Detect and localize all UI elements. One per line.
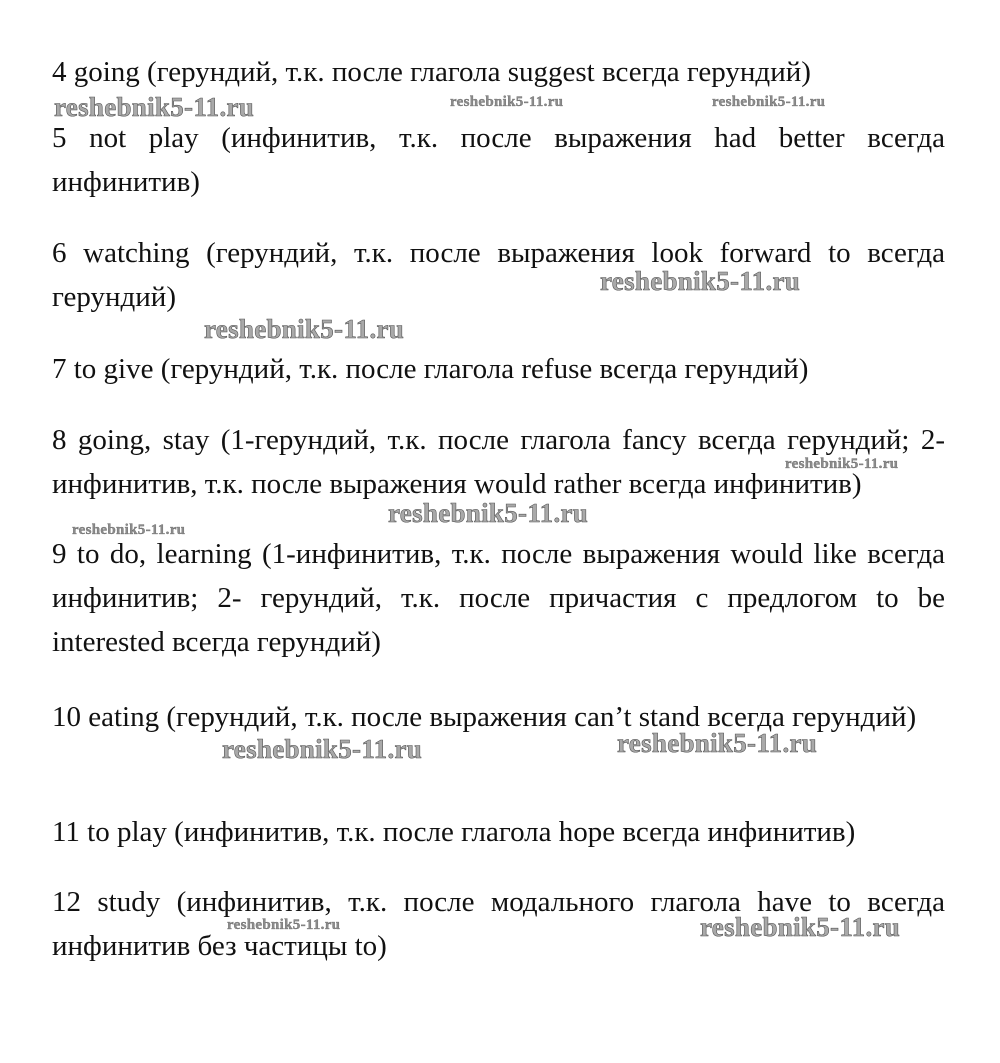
- watermark-text: reshebnik5-11.ru: [54, 92, 255, 122]
- answer-item-10: 10 eating (герундий, т.к. после выражения can’t stand всегда герундий): [52, 701, 917, 733]
- watermark-text: reshebnik5-11.ru: [700, 912, 901, 942]
- answer-item-4: 4 going (герундий, т.к. после глагола suggest всегда герундий): [52, 56, 811, 88]
- answer-item-8: 8 going, stay (1-герундий, т.к. после глагола fancy всегда герундий; 2-инфинитив, т.к. после выражения would rather всегда инфинитив): [52, 424, 945, 500]
- answer-item-6: 6 watching (герундий, т.к. после выражения look forward to всегда герундий): [52, 237, 945, 313]
- answer-item-7: 7 to give (герундий, т.к. после глагола refuse всегда герундий): [52, 353, 809, 385]
- answer-item-9: 9 to do, learning (1-инфинитив, т.к. после выражения would like всегда инфинитив; 2- герундий, т.к. после причастия с предлогом to be interested всегда герундий): [52, 538, 945, 658]
- watermark-text: reshebnik5-11.ru: [617, 728, 818, 758]
- watermark-text: reshebnik5-11.ru: [222, 734, 423, 764]
- watermark-text: reshebnik5-11.ru: [72, 522, 186, 538]
- watermark-text: reshebnik5-11.ru: [204, 314, 405, 344]
- watermark-text: reshebnik5-11.ru: [227, 917, 341, 933]
- answer-item-11: 11 to play (инфинитив, т.к. после глагола hope всегда инфинитив): [52, 816, 856, 848]
- answer-item-5: 5 not play (инфинитив, т.к. после выражения had better всегда инфинитив): [52, 122, 945, 198]
- watermark-text: reshebnik5-11.ru: [712, 94, 826, 110]
- watermark-text: reshebnik5-11.ru: [388, 498, 589, 528]
- watermark-text: reshebnik5-11.ru: [450, 94, 564, 110]
- answer-item-12: 12 study (инфинитив, т.к. после модального глагола have to всегда инфинитив без частицы to): [52, 886, 945, 962]
- watermark-text: reshebnik5-11.ru: [600, 266, 801, 296]
- watermark-text: reshebnik5-11.ru: [785, 456, 899, 472]
